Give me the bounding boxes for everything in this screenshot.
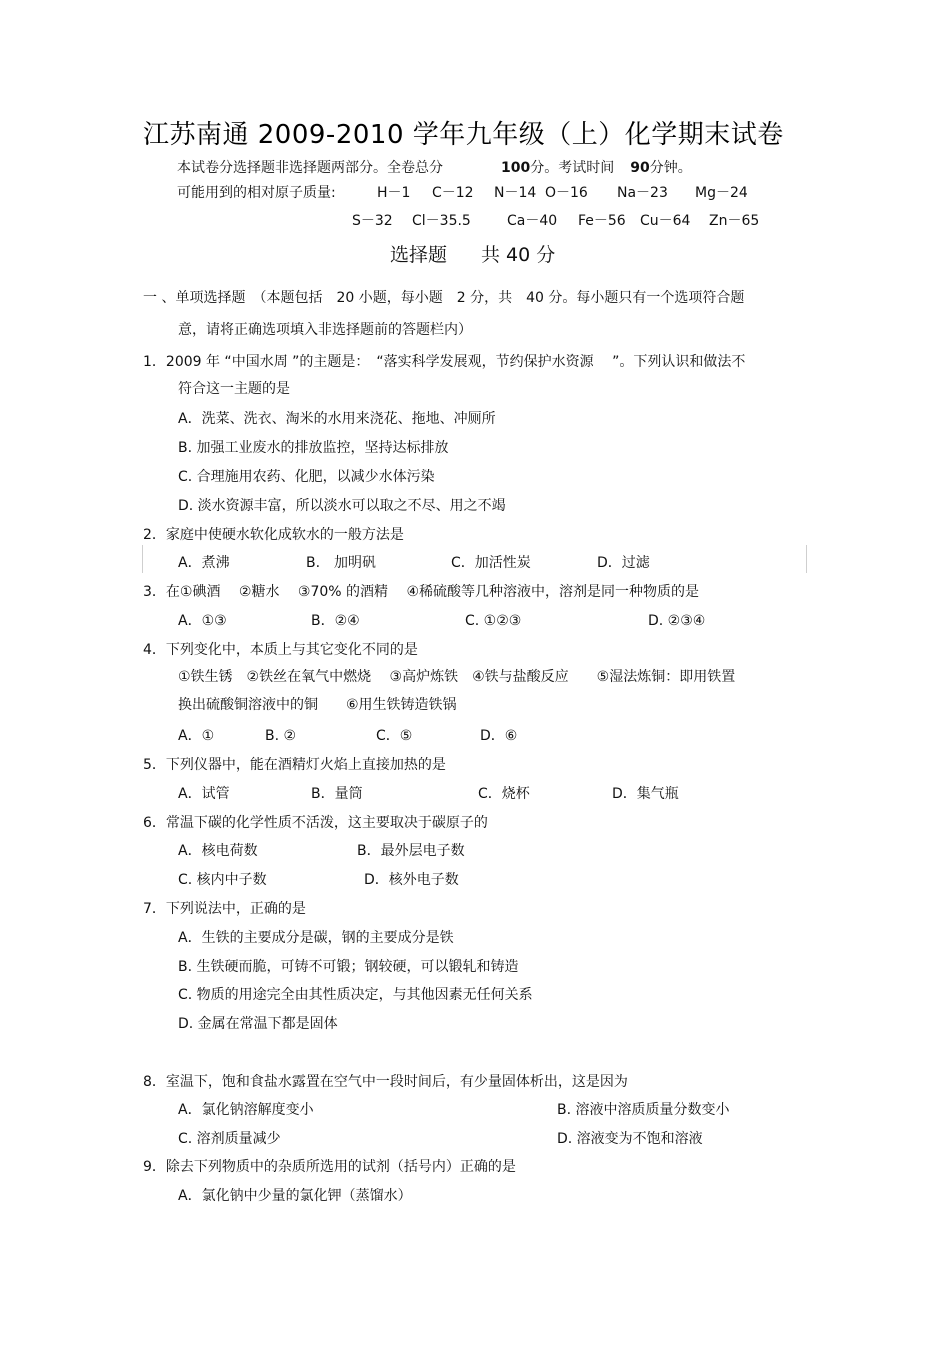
question-stem: 3．在①碘酒 ②糖水 ③70% 的酒精 ④稀硫酸等几种溶液中，溶剂是同一种物质的是 xyxy=(143,584,700,600)
option-c: C．烧杯 xyxy=(478,786,530,802)
atomic-mass-item: O－16 xyxy=(545,185,588,201)
option-d: D．⑥ xyxy=(480,728,518,744)
atomic-mass-item: H－1 xyxy=(377,185,411,201)
exam-time: 90 xyxy=(630,160,650,176)
option-d: D. ②③④ xyxy=(648,613,706,629)
option-d: D. 金属在常温下都是固体 xyxy=(178,1016,338,1032)
option-b: B. 加明矾 xyxy=(306,555,377,571)
option-a: A．洗菜、洗衣、淘米的水用来浇花、拖地、冲厕所 xyxy=(178,411,496,427)
part-heading: 一 、单项选择题 （本题包括 20 小题，每小题 2 分，共 40 分。每小题只有一个选项符合题 xyxy=(143,290,745,306)
question-stem: 9．除去下列物质中的杂质所选用的试剂（括号内）正确的是 xyxy=(143,1159,516,1175)
question-stem: 2．家庭中使硬水软化成软水的一般方法是 xyxy=(143,527,404,543)
option-a: A．氯化钠中少量的氯化钾（蒸馏水） xyxy=(178,1188,412,1204)
option-c: C. 物质的用途完全由其性质决定，与其他因素无任何关系 xyxy=(178,987,533,1003)
option-c: C. 合理施用农药、化肥，以减少水体污染 xyxy=(178,469,435,485)
option-c: C. 核内中子数 xyxy=(178,872,267,888)
question-stem: 4．下列变化中，本质上与其它变化不同的是 xyxy=(143,642,418,658)
option-a: A．生铁的主要成分是碳，钢的主要成分是铁 xyxy=(178,930,454,946)
atomic-mass-item: S－32 xyxy=(352,213,393,229)
part-heading-continued: 意，请将正确选项填入非选择题前的答题栏内） xyxy=(178,322,472,338)
option-b: B. 加强工业废水的排放监控，坚持达标排放 xyxy=(178,440,449,456)
option-d: D．核外电子数 xyxy=(364,872,459,888)
atomic-mass-item: Mg－24 xyxy=(695,185,748,201)
atomic-mass-item: C－12 xyxy=(432,185,474,201)
option-d: D. 淡水资源丰富，所以淡水可以取之不尽、用之不竭 xyxy=(178,498,506,514)
section-score: 共 40 分 xyxy=(481,244,556,266)
question-stem: 7．下列说法中，正确的是 xyxy=(143,901,306,917)
option-d: D．集气瓶 xyxy=(612,786,679,802)
option-d: D．过滤 xyxy=(597,555,650,571)
section-title: 选择题 xyxy=(390,244,448,266)
question-stem: 6．常温下碳的化学性质不活泼，这主要取决于碳原子的 xyxy=(143,815,488,831)
scan-edge-right xyxy=(806,545,807,573)
question-detail-continued: 换出硫酸铜溶液中的铜 ⑥用生铁铸造铁锅 xyxy=(178,697,457,713)
atomic-mass-item: N－14 xyxy=(494,185,537,201)
scan-edge-left xyxy=(142,545,143,573)
option-b: B. ② xyxy=(265,728,297,744)
question-stem-continued: 符合这一主题的是 xyxy=(178,381,290,397)
question-stem: 5．下列仪器中，能在酒精灯火焰上直接加热的是 xyxy=(143,757,446,773)
atomic-mass-item: Zn－65 xyxy=(709,213,760,229)
intro-text-b: 分。考试时间 xyxy=(530,160,615,176)
question-stem: 8．室温下，饱和食盐水露置在空气中一段时间后，有少量固体析出，这是因为 xyxy=(143,1074,628,1090)
atomic-mass-item: Ca－40 xyxy=(507,213,558,229)
atomic-mass-item: Cu－64 xyxy=(640,213,691,229)
option-b: B. 溶液中溶质质量分数变小 xyxy=(557,1102,730,1118)
page-title: 江苏南通 2009-2010 学年九年级（上）化学期末试卷 xyxy=(143,120,784,150)
option-b: B．最外层电子数 xyxy=(357,843,465,859)
option-c: C. ①②③ xyxy=(465,613,522,629)
option-b: B. 生铁硬而脆，可铸不可锻；钢较硬，可以锻轧和铸造 xyxy=(178,959,519,975)
atomic-mass-item: Cl－35.5 xyxy=(412,213,471,229)
intro-line xyxy=(177,158,692,178)
option-c: C. 溶剂质量减少 xyxy=(178,1131,281,1147)
intro-text-c: 分钟。 xyxy=(649,160,692,176)
option-a: A．①③ xyxy=(178,613,227,629)
intro-text-a: 本试卷分选择题非选择题两部分。全卷总分 xyxy=(177,160,443,176)
option-a: A．氯化钠溶解度变小 xyxy=(178,1102,314,1118)
option-a: A．煮沸 xyxy=(178,555,230,571)
question-detail: ①铁生锈 ②铁丝在氧气中燃烧 ③高炉炼铁 ④铁与盐酸反应 ⑤湿法炼铜：即用铁置 xyxy=(178,669,736,685)
option-b: B．量筒 xyxy=(311,786,363,802)
atomic-mass-label: 可能用到的相对原子质量: xyxy=(177,185,336,201)
option-b: B．②④ xyxy=(311,613,360,629)
atomic-mass-item: Fe－56 xyxy=(578,213,626,229)
question-stem: 1．2009 年 “中国水周 ”的主题是： “落实科学发展观，节约保护水资源 ”。下列认识和做法不 xyxy=(143,354,746,370)
option-c: C．⑤ xyxy=(376,728,413,744)
total-score: 100 xyxy=(501,160,531,176)
option-c: C．加活性炭 xyxy=(451,555,531,571)
option-a: A．① xyxy=(178,728,215,744)
option-d: D. 溶液变为不饱和溶液 xyxy=(557,1131,703,1147)
atomic-mass-item: Na－23 xyxy=(617,185,668,201)
option-a: A．试管 xyxy=(178,786,230,802)
option-a: A．核电荷数 xyxy=(178,843,258,859)
